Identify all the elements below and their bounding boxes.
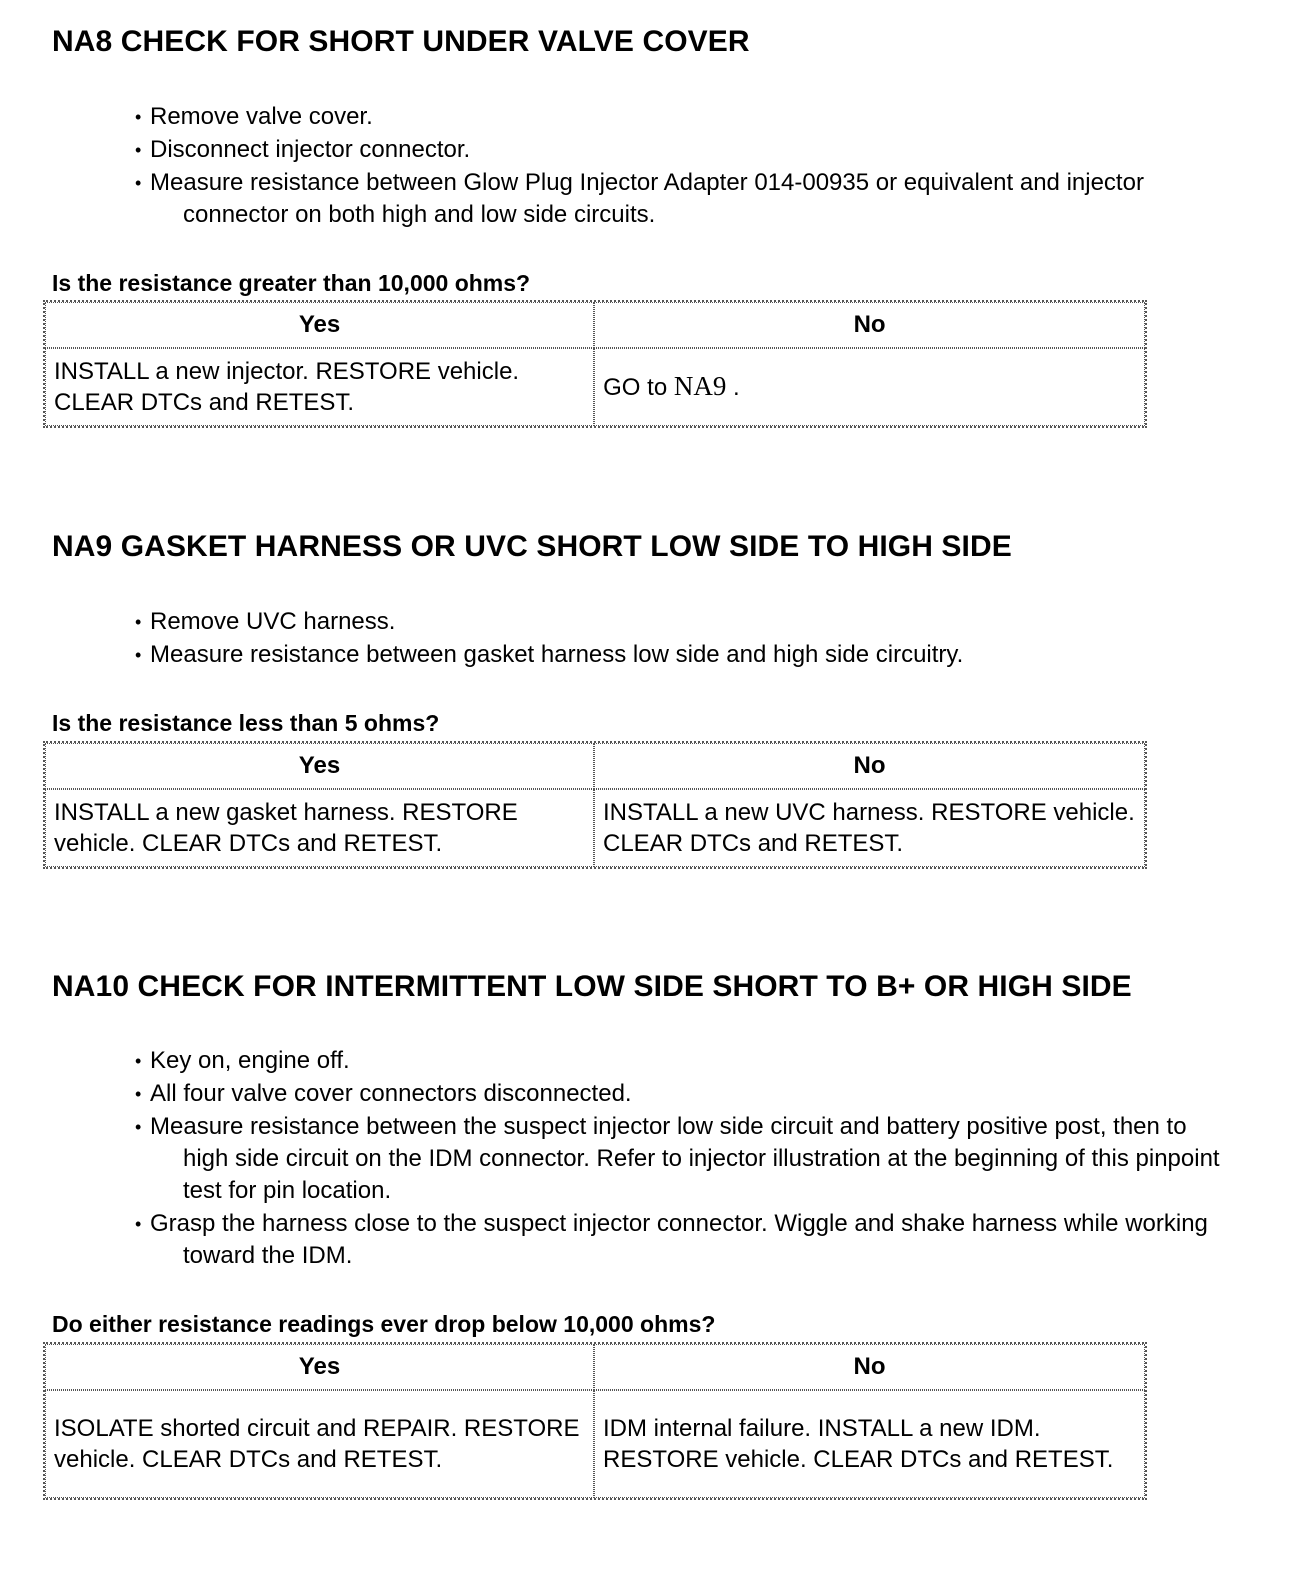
table-row xyxy=(45,789,1145,867)
section-title: NA9 GASKET HARNESS OR UVC SHORT LOW SIDE TO HIGH SIDE xyxy=(52,530,1012,563)
decision-table xyxy=(43,300,1147,428)
step-text: Disconnect injector connector. xyxy=(150,136,471,163)
no-header: No xyxy=(594,743,1145,789)
decision-question: Is the resistance less than 5 ohms? xyxy=(52,710,440,736)
goto-label: GO to xyxy=(603,374,668,401)
bullet-icon: • xyxy=(135,140,142,160)
step-text: Grasp the harness close to the suspect injector connector. Wiggle and shake harness while working toward the IDM. xyxy=(150,1210,1208,1269)
no-action xyxy=(594,348,1145,426)
bullet-icon: • xyxy=(135,645,142,665)
yes-action: INSTALL a new injector. RESTORE vehicle. CLEAR DTCs and RETEST. xyxy=(45,348,594,426)
step-item xyxy=(135,101,1215,133)
decision-question: Do either resistance readings ever drop below 10,000 ohms? xyxy=(52,1311,716,1337)
bullet-icon: • xyxy=(135,107,142,127)
step-text: Remove UVC harness. xyxy=(150,608,396,635)
bullet-icon: • xyxy=(135,1051,142,1071)
yes-action: ISOLATE shorted circuit and REPAIR. RESTORE vehicle. CLEAR DTCs and RETEST. xyxy=(45,1390,594,1498)
step-list xyxy=(135,1045,1220,1273)
step-text: Remove valve cover. xyxy=(150,103,373,130)
step-text: Key on, engine off. xyxy=(150,1047,350,1074)
yes-header: Yes xyxy=(45,743,594,789)
table-header-row xyxy=(45,302,1145,348)
bullet-icon: • xyxy=(135,1084,142,1104)
bullet-icon: • xyxy=(135,1117,142,1137)
step-item xyxy=(135,1208,1220,1272)
no-action: INSTALL a new UVC harness. RESTORE vehicle. CLEAR DTCs and RETEST. xyxy=(594,789,1145,867)
bullet-icon: • xyxy=(135,173,142,193)
step-text: Measure resistance between the suspect injector low side circuit and battery positive post, then to high side circuit on the IDM connector. Refer to injector illustration at the beginning of this pinpoint test for pin location. xyxy=(150,1113,1220,1204)
no-header: No xyxy=(594,302,1145,348)
section-title: NA8 CHECK FOR SHORT UNDER VALVE COVER xyxy=(52,25,750,58)
yes-header: Yes xyxy=(45,302,594,348)
table-row xyxy=(45,1390,1145,1498)
step-item xyxy=(135,1111,1220,1207)
step-list xyxy=(135,606,1215,672)
step-text: All four valve cover connectors disconnected. xyxy=(150,1080,632,1107)
section-title: NA10 CHECK FOR INTERMITTENT LOW SIDE SHORT TO B+ OR HIGH SIDE xyxy=(52,970,1132,1003)
step-text: Measure resistance between Glow Plug Injector Adapter 014-00935 or equivalent and injector connector on both high and low side circuits. xyxy=(150,169,1144,228)
bullet-icon: • xyxy=(135,612,142,632)
step-text: Measure resistance between gasket harness low side and high side circuitry. xyxy=(150,641,964,668)
no-action: IDM internal failure. INSTALL a new IDM. RESTORE vehicle. CLEAR DTCs and RETEST. xyxy=(594,1390,1145,1498)
decision-question: Is the resistance greater than 10,000 ohms? xyxy=(52,270,531,296)
step-list xyxy=(135,101,1215,232)
step-item xyxy=(135,1078,1220,1110)
bullet-icon: • xyxy=(135,1214,142,1234)
step-item xyxy=(135,639,1215,671)
decision-table xyxy=(43,741,1147,869)
table-row xyxy=(45,348,1145,426)
step-item xyxy=(135,1045,1220,1077)
step-item xyxy=(135,134,1215,166)
yes-action: INSTALL a new gasket harness. RESTORE vehicle. CLEAR DTCs and RETEST. xyxy=(45,789,594,867)
step-item xyxy=(135,167,1215,231)
yes-header: Yes xyxy=(45,1344,594,1390)
table-header-row xyxy=(45,743,1145,789)
goto-step-link[interactable]: NA9 xyxy=(673,371,727,401)
decision-table xyxy=(43,1342,1147,1500)
table-header-row xyxy=(45,1344,1145,1390)
no-header: No xyxy=(594,1344,1145,1390)
goto-period: . xyxy=(733,374,740,401)
step-item xyxy=(135,606,1215,638)
